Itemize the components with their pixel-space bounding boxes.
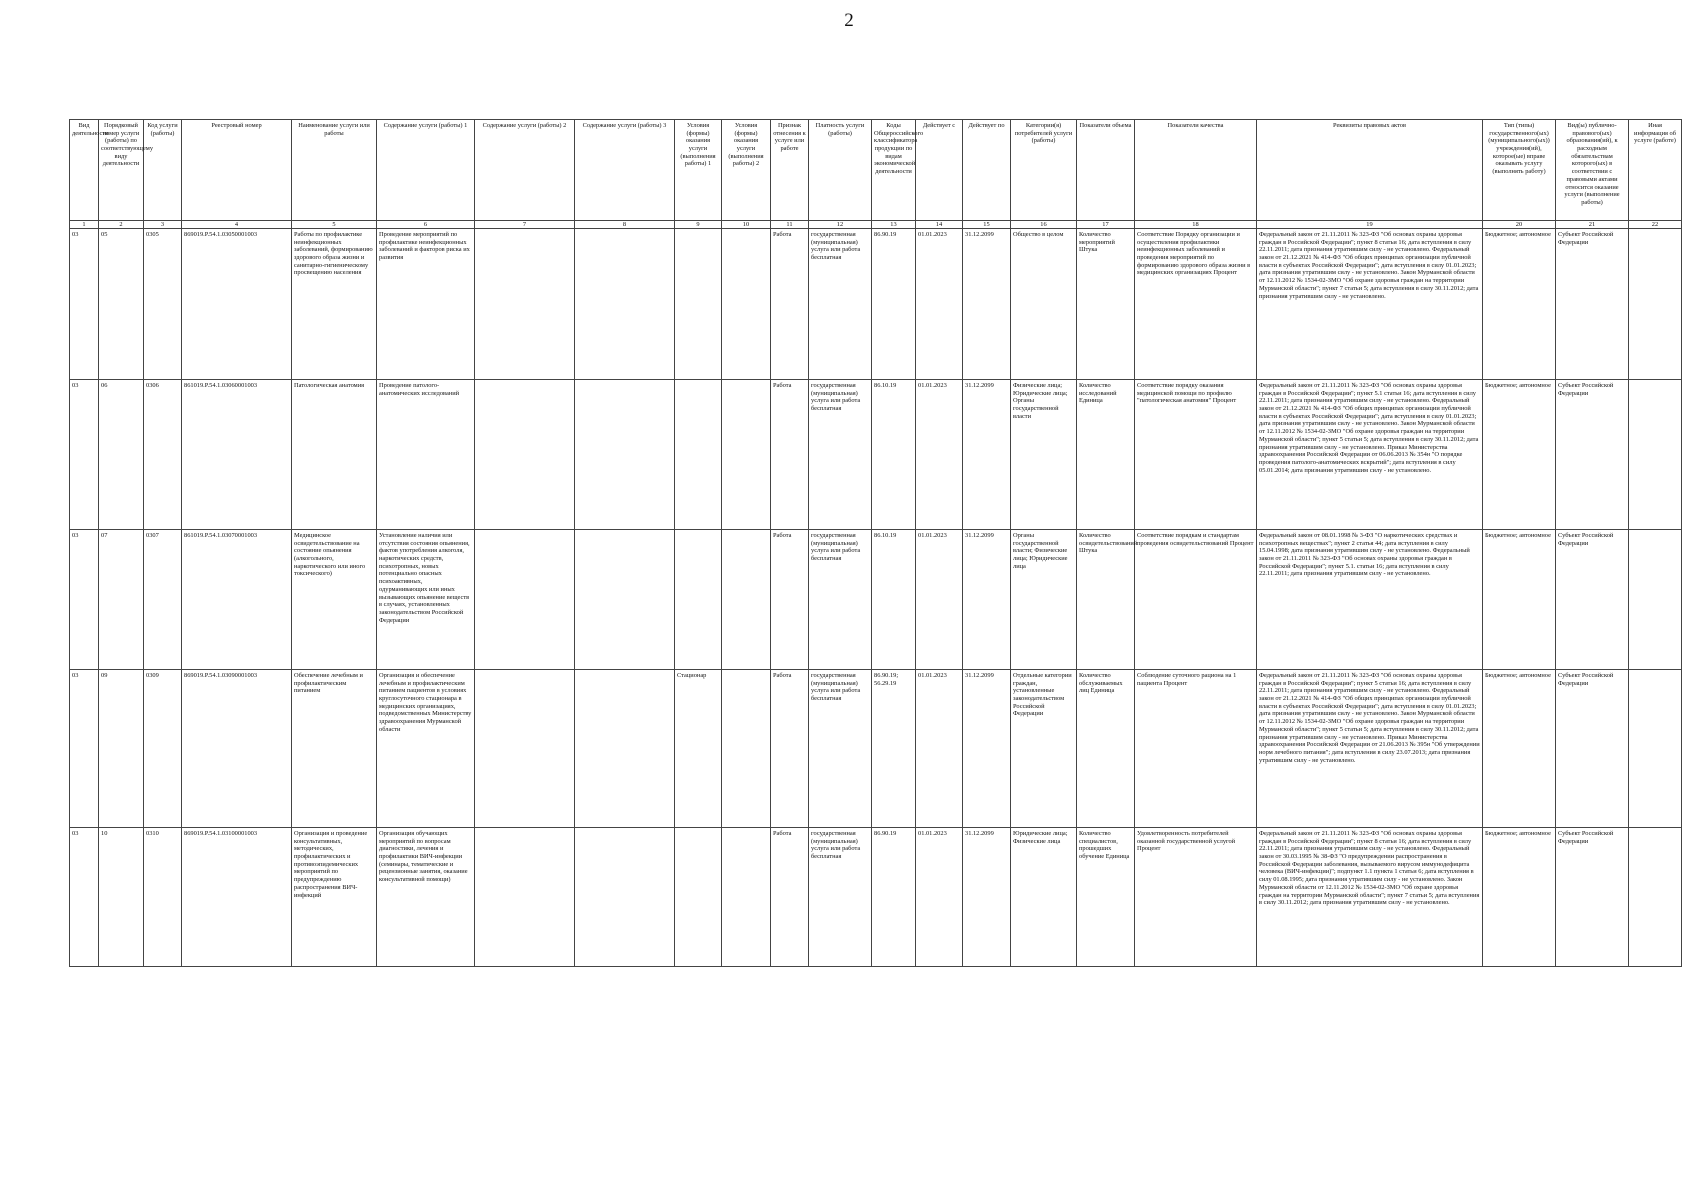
table-cell: 861019.Р.54.1.03070001003: [182, 530, 292, 670]
table-cell: 31.12.2099: [963, 229, 1011, 380]
column-number: 13: [872, 221, 916, 229]
table-cell: 31.12.2099: [963, 380, 1011, 530]
table-cell: Соответствие Порядку организации и осуществления профилактики неинфекционных заболеваний и проведения мероприятий по формированию здорового образа жизни в медицинских организациях Процент: [1135, 229, 1257, 380]
table-cell: Организация и обеспечение лечебным и профилактическим питанием пациентов в условиях круглосуточного стационара в медицинских организациях, подведомственных Министерству здравоохранения Мурманской области: [377, 670, 475, 828]
table-cell: Патологическая анатомия: [292, 380, 377, 530]
column-header: Условия (формы) оказания услуги (выполнения работы) 2: [722, 120, 771, 221]
column-header: Наименование услуги или работы: [292, 120, 377, 221]
table-cell: [1629, 530, 1682, 670]
column-number: 17: [1077, 221, 1135, 229]
column-header: Условия (формы) оказания услуги (выполнения работы) 1: [675, 120, 722, 221]
column-header: Действует с: [916, 120, 963, 221]
table-cell: [575, 380, 675, 530]
table-cell: государственная (муниципальная) услуга или работа бесплатная: [809, 670, 872, 828]
column-number: 2: [99, 221, 144, 229]
table-cell: [675, 380, 722, 530]
column-header: Реестровый номер: [182, 120, 292, 221]
table-cell: 03: [70, 229, 99, 380]
table-cell: [575, 670, 675, 828]
table-cell: [722, 670, 771, 828]
table-cell: государственная (муниципальная) услуга или работа бесплатная: [809, 380, 872, 530]
table-cell: Бюджетное; автономное: [1483, 670, 1556, 828]
table-cell: Количество исследований Единица: [1077, 380, 1135, 530]
table-cell: [1629, 828, 1682, 967]
column-header: Признак отнесения к услуге или работе: [771, 120, 809, 221]
table-cell: [675, 530, 722, 670]
table-cell: Соблюдение суточного рациона на 1 пациента Процент: [1135, 670, 1257, 828]
table-cell: 869019.Р.54.1.03100001003: [182, 828, 292, 967]
table-cell: Удовлетворенность потребителей оказанной государственной услугой Процент: [1135, 828, 1257, 967]
table-cell: Проведение патолого-анатомических исследований: [377, 380, 475, 530]
table-cell: 01.01.2023: [916, 380, 963, 530]
table-cell: 03: [70, 530, 99, 670]
table-cell: Стационар: [675, 670, 722, 828]
table-cell: Федеральный закон от 21.11.2011 № 323-ФЗ "Об основах охраны здоровья граждан в Российской Федерации"; пункт 8 статьи 16; дата вступления в силу 22.11.2011; дата признания утратившим силу - не установлено. Федеральный закон от 21.12.2021 № 414-ФЗ "Об общих принципах организации публичной власти в субъектах Российской Федерации"; дата вступления в силу 01.01.2023; дата признания утратившим силу - не установлено. Закон Мурманской области от 12.11.2012 № 1534-02-ЗМО "Об охране здоровья граждан на территории Мурманской области"; пункт 7 статьи 5; дата вступления в силу 30.11.2012; дата признания утратившим силу - не установлено.: [1257, 229, 1483, 380]
table-cell: 03: [70, 380, 99, 530]
page-number: 2: [844, 10, 854, 31]
table-cell: Работа: [771, 670, 809, 828]
table-cell: Субъект Российской Федерации: [1556, 229, 1629, 380]
services-register-table: [69, 119, 1682, 967]
table-cell: Работа: [771, 380, 809, 530]
table-cell: [475, 670, 575, 828]
table-cell: 86.90.19: [872, 828, 916, 967]
table-cell: 06: [99, 380, 144, 530]
column-number: 8: [575, 221, 675, 229]
table-cell: 86.10.19: [872, 530, 916, 670]
table-cell: Количество мероприятий Штука: [1077, 229, 1135, 380]
header-row: [70, 120, 1682, 221]
table-row: [70, 828, 1682, 967]
table-row: [70, 229, 1682, 380]
table-cell: Физические лица; Юридические лица; Органы государственной власти: [1011, 380, 1077, 530]
column-number: 10: [722, 221, 771, 229]
column-number: 18: [1135, 221, 1257, 229]
table-cell: [722, 530, 771, 670]
table-cell: Организация и проведение консультативных, методических, профилактических и противоэпидемических мероприятий по предупреждению распространения ВИЧ-инфекций: [292, 828, 377, 967]
table-cell: Работа: [771, 530, 809, 670]
column-header: Тип (типы) государственного(ых) (муниципального(ых)) учреждения(ий), которое(ые) вправе оказывать услугу (выполнять работу): [1483, 120, 1556, 221]
table-cell: [475, 530, 575, 670]
column-header: Вид деятельности: [70, 120, 99, 221]
table-cell: государственная (муниципальная) услуга или работа бесплатная: [809, 229, 872, 380]
table-cell: 31.12.2099: [963, 828, 1011, 967]
column-number: 5: [292, 221, 377, 229]
column-number-row: [70, 221, 1682, 229]
table-cell: 0309: [144, 670, 182, 828]
table-cell: Бюджетное; автономное: [1483, 828, 1556, 967]
table-cell: 03: [70, 828, 99, 967]
column-number: 21: [1556, 221, 1629, 229]
column-header: Содержание услуги (работы) 3: [575, 120, 675, 221]
table-cell: [1629, 670, 1682, 828]
column-number: 4: [182, 221, 292, 229]
table-row: [70, 530, 1682, 670]
table-cell: 0306: [144, 380, 182, 530]
table-cell: Проведение мероприятий по профилактике неинфекционных заболеваний и факторов риска их развития: [377, 229, 475, 380]
table-cell: Субъект Российской Федерации: [1556, 380, 1629, 530]
table-cell: Федеральный закон от 21.11.2011 № 323-ФЗ "Об основах охраны здоровья граждан в Российской Федерации"; пункт 5 статьи 16; дата вступления в силу 22.11.2011; дата признания утратившим силу - не установлено. Федеральный закон от 21.12.2021 № 414-ФЗ "Об общих принципах организации публичной власти в субъектах Российской Федерации"; дата вступления в силу 01.01.2023; дата признания утратившим силу - не установлено. Закон Мурманской области от 12.11.2012 № 1534-02-ЗМО "Об охране здоровья граждан на территории Мурманской области"; пункт 5 статьи 5; дата вступления в силу 30.11.2012; дата признания утратившим силу - не установлено. Приказ Министерства здравоохранения Российской Федерации от 21.06.2013 № 395н "Об утверждении норм лечебного питания"; дата вступления в силу 23.07.2013; дата признания утратившим силу - не установлено.: [1257, 670, 1483, 828]
column-number: 9: [675, 221, 722, 229]
table-row: [70, 380, 1682, 530]
table-cell: Федеральный закон от 21.11.2011 № 323-ФЗ "Об основах охраны здоровья граждан в Российской Федерации"; пункт 5.1 статьи 16; дата вступления в силу 22.11.2011; дата признания утратившим силу - не установлено. Федеральный закон от 21.12.2021 № 414-ФЗ "Об общих принципах организации публичной власти в субъектах Российской Федерации"; дата вступления в силу 01.01.2023; дата признания утратившим силу - не установлено. Закон Мурманской области от 12.11.2012 № 1534-02-ЗМО "Об охране здоровья граждан на территории Мурманской области"; пункт 5 статьи 5; дата вступления в силу 30.11.2012; дата признания утратившим силу - не установлено. Приказ Министерства здравоохранения Российской Федерации от 06.06.2013 № 354н "О порядке проведения патолого-анатомических вскрытий"; дата вступления в силу 05.01.2014; дата признания утратившим силу - не установлено.: [1257, 380, 1483, 530]
table-cell: [675, 828, 722, 967]
table-cell: 01.01.2023: [916, 670, 963, 828]
table-cell: 869019.Р.54.1.03090001003: [182, 670, 292, 828]
table-cell: [575, 229, 675, 380]
table-cell: [475, 229, 575, 380]
table-cell: Общество в целом: [1011, 229, 1077, 380]
table-cell: Работы по профилактике неинфекционных заболеваний, формированию здорового образа жизни и санитарно-гигиеническому просвещению населения: [292, 229, 377, 380]
table-cell: Медицинское освидетельствование на состояние опьянения (алкогольного, наркотического или иного токсического): [292, 530, 377, 670]
table-cell: Органы государственной власти; Физические лица; Юридические лица: [1011, 530, 1077, 670]
column-header: Содержание услуги (работы) 2: [475, 120, 575, 221]
table-cell: 01.01.2023: [916, 229, 963, 380]
table-cell: государственная (муниципальная) услуга или работа бесплатная: [809, 828, 872, 967]
table-cell: Работа: [771, 828, 809, 967]
column-number: 19: [1257, 221, 1483, 229]
table-cell: 31.12.2099: [963, 670, 1011, 828]
table-cell: Субъект Российской Федерации: [1556, 828, 1629, 967]
table-cell: [1629, 380, 1682, 530]
column-number: 12: [809, 221, 872, 229]
column-number: 3: [144, 221, 182, 229]
table-cell: 31.12.2099: [963, 530, 1011, 670]
column-header: Иная информация об услуге (работе): [1629, 120, 1682, 221]
column-header: Категории(я) потребителей услуги (работы): [1011, 120, 1077, 221]
table-cell: Установление наличия или отсутствия состояния опьянения, фактов употребления алкоголя, наркотических средств, психотропных, новых потенциально опасных психоактивных, одурманивающих или иных вызывающих опьянение веществ в случаях, установленных законодательством Российской Федерации: [377, 530, 475, 670]
table-cell: [675, 229, 722, 380]
table-cell: Соответствие порядкам и стандартам проведения освидетельствований Процент: [1135, 530, 1257, 670]
column-header: Содержание услуги (работы) 1: [377, 120, 475, 221]
table-cell: 86.90.19; 56.29.19: [872, 670, 916, 828]
table-cell: [475, 380, 575, 530]
column-number: 7: [475, 221, 575, 229]
table-cell: Федеральный закон от 21.11.2011 № 323-ФЗ "Об основах охраны здоровья граждан в Российской Федерации"; пункт 8 статьи 16; дата вступления в силу 22.11.2011; дата признания утратившим силу - не установлено. Федеральный закон от 30.03.1995 № 38-ФЗ "О предупреждении распространения в Российской Федерации заболевания, вызываемого вирусом иммунодефицита человека (ВИЧ-инфекции)"; подпункт 1.1 пункта 1 статьи 6; дата вступления в силу 01.08.1995; дата признания утратившим силу - не установлено. Закон Мурманской области от 12.11.2012 № 1534-02-ЗМО "Об охране здоровья граждан на территории Мурманской области"; пункт 7 статьи 5; дата вступления в силу 30.11.2012; дата признания утратившим силу - не установлено.: [1257, 828, 1483, 967]
table-cell: 09: [99, 670, 144, 828]
table-cell: [575, 530, 675, 670]
table-cell: государственная (муниципальная) услуга или работа бесплатная: [809, 530, 872, 670]
table-cell: Отдельные категории граждан, установленные законодательством Российской Федерации: [1011, 670, 1077, 828]
column-header: Коды Общероссийского классификатора продукции по видам экономической деятельности: [872, 120, 916, 221]
table-cell: 0310: [144, 828, 182, 967]
table-cell: 86.90.19: [872, 229, 916, 380]
table-cell: Количество обслуживаемых лиц Единица: [1077, 670, 1135, 828]
table-cell: 861019.Р.54.1.03060001003: [182, 380, 292, 530]
table-cell: 01.01.2023: [916, 530, 963, 670]
table-cell: [1629, 229, 1682, 380]
table-cell: Количество освидетельствований Штука: [1077, 530, 1135, 670]
table-cell: Субъект Российской Федерации: [1556, 530, 1629, 670]
table-cell: 869019.Р.54.1.03050001003: [182, 229, 292, 380]
column-header: Порядковый номер услуги (работы) по соответствующему виду деятельности: [99, 120, 144, 221]
table-cell: Бюджетное; автономное: [1483, 530, 1556, 670]
table-cell: Соответствие порядку оказания медицинской помощи по профилю "патологическая анатомия" Процент: [1135, 380, 1257, 530]
table-cell: 0305: [144, 229, 182, 380]
column-number: 1: [70, 221, 99, 229]
table-cell: 10: [99, 828, 144, 967]
table-cell: 86.10.19: [872, 380, 916, 530]
table-row: [70, 670, 1682, 828]
column-header: Код услуги (работы): [144, 120, 182, 221]
table-cell: Количество специалистов, прошедших обучение Единица: [1077, 828, 1135, 967]
table-cell: Обеспечение лечебным и профилактическим питанием: [292, 670, 377, 828]
table-cell: Юридические лица; Физические лица: [1011, 828, 1077, 967]
column-number: 14: [916, 221, 963, 229]
table-cell: [575, 828, 675, 967]
column-number: 15: [963, 221, 1011, 229]
table-cell: 0307: [144, 530, 182, 670]
table-cell: 01.01.2023: [916, 828, 963, 967]
table-cell: [722, 828, 771, 967]
column-number: 16: [1011, 221, 1077, 229]
table-cell: Федеральный закон от 08.01.1998 № 3-ФЗ "О наркотических средствах и психотропных веществах"; пункт 2 статья 44; дата вступления в силу 15.04.1998; дата признания утратившим силу - не установлено. Федеральный закон от 21.11.2011 № 323-ФЗ "Об основах охраны здоровья граждан в Российской Федерации"; пункт 5.1. статьи 16; дата вступления в силу 22.11.2011; дата признания утратившим силу - не установлено.: [1257, 530, 1483, 670]
column-number: 22: [1629, 221, 1682, 229]
column-number: 11: [771, 221, 809, 229]
table-cell: 07: [99, 530, 144, 670]
table-cell: [722, 229, 771, 380]
table-cell: 03: [70, 670, 99, 828]
column-header: Действует по: [963, 120, 1011, 221]
column-header: Платность услуги (работы): [809, 120, 872, 221]
table-cell: 05: [99, 229, 144, 380]
table-cell: Организация обучающих мероприятий по вопросам диагностики, лечения и профилактики ВИЧ-инфекции (семинары, тематические и рецензионные занятия, оказание консультативной помощи): [377, 828, 475, 967]
table-cell: Бюджетное; автономное: [1483, 380, 1556, 530]
column-number: 6: [377, 221, 475, 229]
table-cell: Бюджетное; автономное: [1483, 229, 1556, 380]
column-header: Реквизиты правовых актов: [1257, 120, 1483, 221]
column-header: Показатели объема: [1077, 120, 1135, 221]
table-cell: [475, 828, 575, 967]
table-cell: Субъект Российской Федерации: [1556, 670, 1629, 828]
column-header: Вид(ы) публично-правового(ых) образования(ий), к расходным обязательствам которого(ых) в соответствии с правовыми актами относится оказание услуги (выполнение работы): [1556, 120, 1629, 221]
table-cell: [722, 380, 771, 530]
column-header: Показатели качества: [1135, 120, 1257, 221]
table-cell: Работа: [771, 229, 809, 380]
column-number: 20: [1483, 221, 1556, 229]
